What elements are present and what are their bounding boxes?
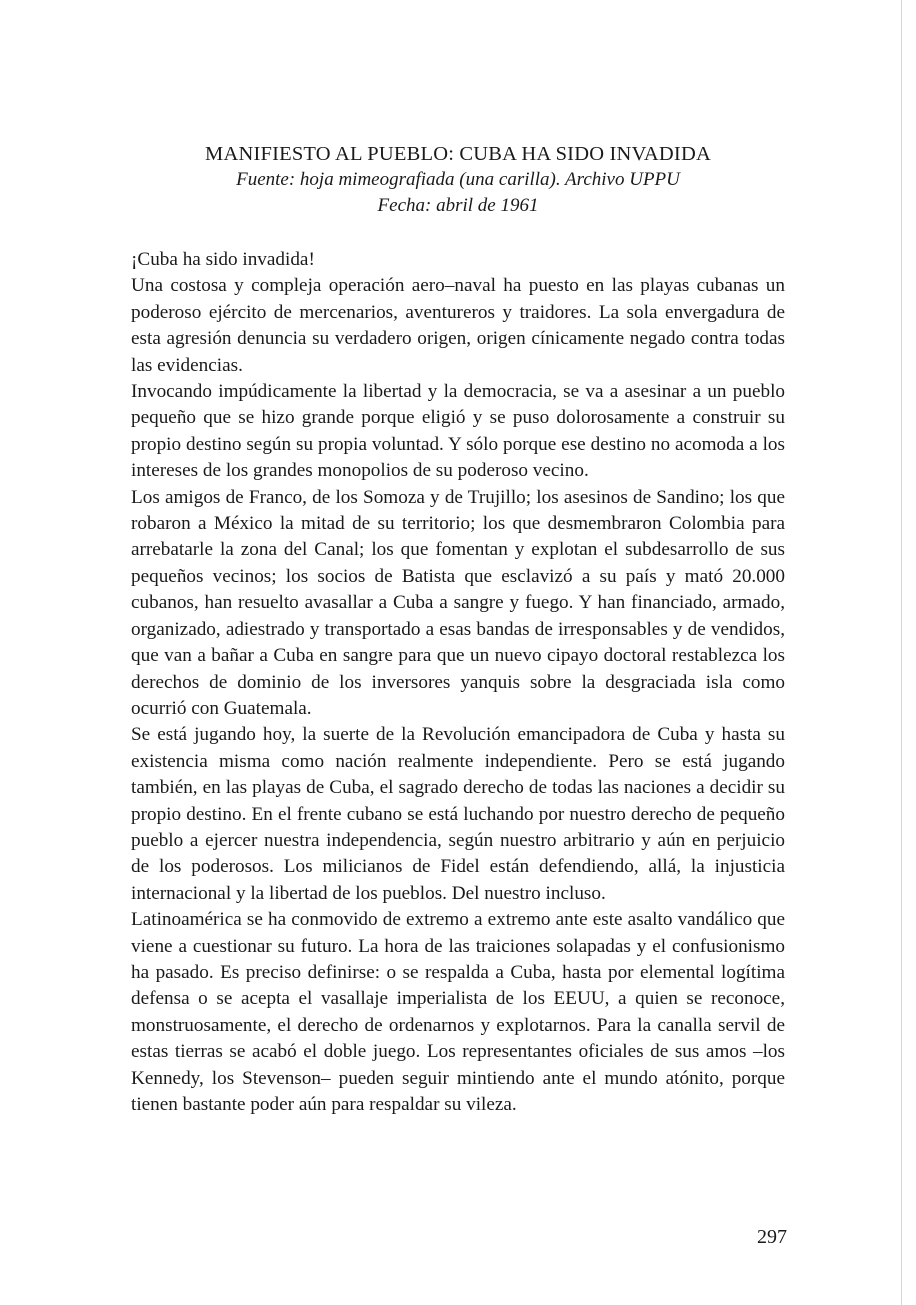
document-date: Fecha: abril de 1961 [377,195,539,216]
paragraph: ¡Cuba ha sido invadida! [131,249,315,270]
document-title: MANIFIESTO AL PUEBLO: CUBA HA SIDO INVADIDA [205,143,711,165]
document-body [131,247,785,1118]
document-source: Fuente: hoja mimeografiada (una carilla). Archivo UPPU [236,169,680,190]
paragraph: Se está jugando hoy, la suerte de la Revolución emancipadora de Cuba y hasta su existencia misma como nación realmente independiente. Pero se está jugando también, en las playas de Cuba, el sagrado derecho de todas las naciones a decidir su propio destino. En el frente cubano se está luchando por nuestro derecho de pequeño pueblo a ejercer nuestra independencia, según nuestro arbitrario y aún en perjuicio de los poderosos. Los milicianos de Fidel están defendiendo, allá, la injusticia internacional y la libertad de los pueblos. Del nuestro incluso. [131,724,785,904]
paragraph: Latinoamérica se ha conmovido de extremo a extremo ante este asalto vandálico que viene a cuestionar su futuro. La hora de las traiciones solapadas y el confusionismo ha pasado. Es preciso definirse: o se respalda a Cuba, hasta por elemental logítima defensa o se acepta el vasallaje imperialista de los EEUU, a quien se reconoce, monstruosamente, el derecho de ordenarnos y explotarnos. Para la canalla servil de estas tierras se acabó el doble juego. Los representantes oficiales de sus amos –los Kennedy, los Stevenson– pueden seguir mintiendo ante el mundo atónito, porque tienen bastante poder aún para respaldar su vileza. [131,909,785,1115]
page-number: 297 [757,1226,787,1248]
paragraph: Los amigos de Franco, de los Somoza y de Trujillo; los asesinos de Sandino; los que robaron a México la mitad de su territorio; los que desmembraron Colombia para arrebatarle la zona del Canal; los que fomentan y explotan el subdesarrollo de sus pequeños vecinos; los socios de Batista que esclavizó a su país y mató 20.000 cubanos, han resuelto avasallar a Cuba a sangre y fuego. Y han financiado, armado, organizado, adiestrado y transportado a esas bandas de irresponsables y de vendidos, que van a bañar a Cuba en sangre para que un nuevo cipayo doctoral restablezca los derechos de dominio de los inversores yanquis sobre la desgraciada isla como ocurrió con Guatemala. [131,486,785,719]
document-header [130,141,786,219]
page-edge [901,0,916,1305]
paragraph: Invocando impúdicamente la libertad y la democracia, se va a asesinar a un pueblo pequeño que se hizo grande porque eligió y se puso dolorosamente a construir su propio destino según su propia voluntad. Y sólo porque ese destino no acomoda a los intereses de los grandes monopolios de su poderoso vecino. [131,381,785,482]
paragraph: Una costosa y compleja operación aero–naval ha puesto en las playas cubanas un poderoso ejército de mercenarios, aventureros y traidores. La sola envergadura de esta agresión denuncia su verdadero origen, origen cínicamente negado contra todas las evidencias. [131,275,785,376]
